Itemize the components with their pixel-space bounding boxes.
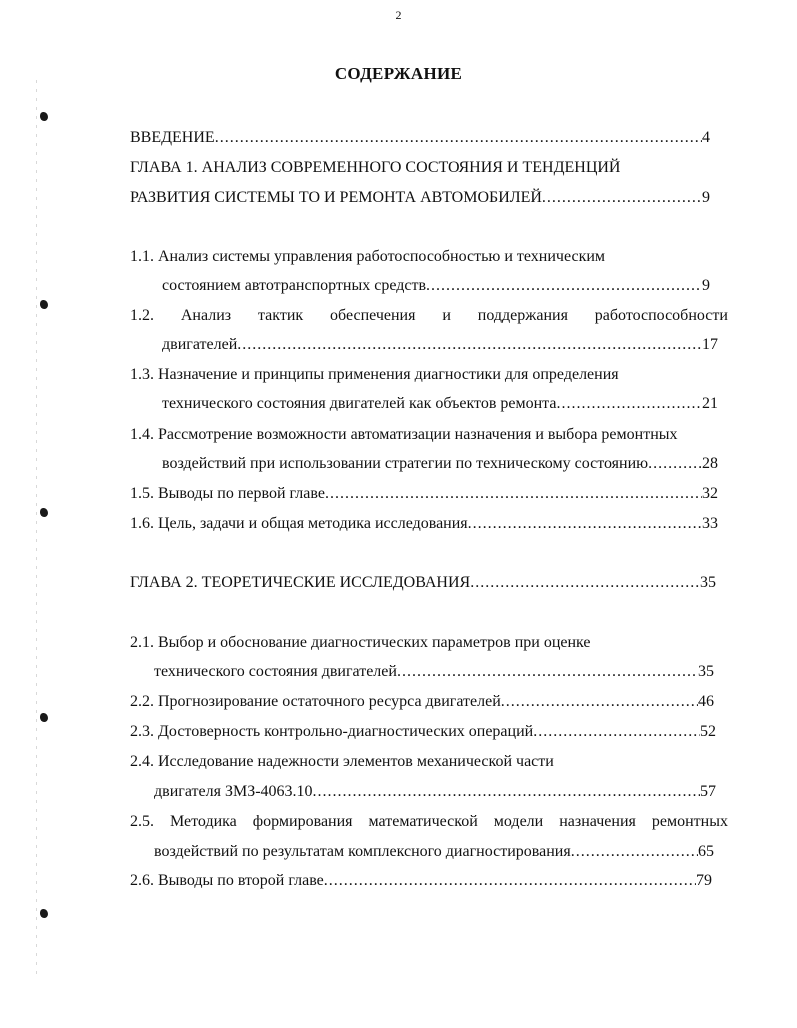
toc-page-number: 9 — [702, 189, 710, 206]
toc-entry-label: 1.5. Выводы по первой главе — [130, 485, 325, 502]
dot-leader — [397, 661, 698, 683]
toc-entry-label: 1.6. Цель, задачи и общая методика исследования — [130, 515, 468, 532]
dot-leader — [237, 334, 702, 356]
toc-word: ремонтных — [651, 813, 728, 830]
dot-leader — [556, 393, 702, 415]
toc-page-number: 46 — [698, 693, 714, 710]
toc-page-number: 79 — [696, 872, 712, 889]
scan-speck — [40, 112, 48, 121]
scan-speck — [40, 300, 48, 309]
toc-entry-label: ГЛАВА 2. ТЕОРЕТИЧЕСКИЕ ИССЛЕДОВАНИЯ — [130, 574, 471, 591]
toc-section-1-2-line-2[interactable] — [162, 334, 718, 356]
toc-word: модели — [493, 813, 544, 830]
scan-speck — [40, 713, 48, 722]
toc-section-2-3[interactable] — [130, 721, 716, 743]
toc-page-number: 57 — [700, 783, 716, 800]
toc-page-number: 17 — [702, 336, 718, 353]
toc-page-number: 35 — [698, 663, 714, 680]
toc-entry-label: технического состояния двигателей — [154, 663, 397, 680]
toc-section-1-1-line-2[interactable] — [162, 275, 710, 297]
toc-page-number: 21 — [702, 395, 718, 412]
toc-section-1-1-line-1[interactable]: 1.1. Анализ системы управления работоспособностью и техническим — [130, 248, 606, 265]
toc-word: математической — [368, 813, 478, 830]
toc-page-number: 33 — [702, 515, 718, 532]
toc-entry-label: РАЗВИТИЯ СИСТЕМЫ ТО И РЕМОНТА АВТОМОБИЛЕЙ — [130, 189, 542, 206]
toc-section-1-3-line-2[interactable] — [162, 393, 718, 415]
toc-entry-label: двигателей — [162, 336, 238, 353]
toc-entry-label: воздействий при использовании стратегии по техническому состоянию — [162, 455, 649, 472]
toc-word: работоспособности — [594, 307, 728, 324]
dot-leader — [215, 127, 702, 149]
toc-word: 2.5. — [130, 813, 154, 830]
toc-entry-label: воздействий по результатам комплексного диагностирования — [154, 843, 571, 860]
toc-entry-label: ВВЕДЕНИЕ — [130, 129, 215, 146]
toc-entry-label: 2.3. Достоверность контрольно-диагностических операций — [130, 723, 534, 740]
toc-section-2-5-line-1[interactable] — [130, 811, 728, 833]
toc-word: Методика — [170, 813, 237, 830]
toc-chapter-1-line-2[interactable] — [130, 187, 710, 209]
toc-page-number: 4 — [702, 129, 710, 146]
toc-entry-intro[interactable] — [130, 127, 710, 149]
toc-word: обеспечения — [330, 307, 416, 324]
toc-word: 1.2. — [130, 307, 154, 324]
toc-section-2-4-line-2[interactable] — [154, 781, 716, 803]
dot-leader — [324, 870, 696, 892]
toc-section-2-1-line-2[interactable] — [154, 661, 714, 683]
scan-speck — [40, 508, 48, 517]
page-number: 2 — [395, 8, 402, 22]
toc-page-number: 52 — [700, 723, 716, 740]
toc-entry-label: 2.6. Выводы по второй главе — [130, 872, 324, 889]
toc-page-number: 9 — [702, 277, 710, 294]
toc-chapter-2[interactable] — [130, 572, 716, 594]
dot-leader — [533, 721, 700, 743]
toc-section-2-4-line-1[interactable]: 2.4. Исследование надежности элементов механической части — [130, 753, 554, 770]
toc-word: поддержания — [477, 307, 568, 324]
dot-leader — [426, 275, 702, 297]
toc-page-number: 65 — [698, 843, 714, 860]
dot-leader — [501, 691, 698, 713]
toc-entry-label: технического состояния двигателей как объектов ремонта — [162, 395, 557, 412]
scan-margin-dots — [36, 80, 37, 980]
toc-section-2-5-line-2[interactable] — [154, 841, 714, 863]
dot-leader — [542, 187, 702, 209]
toc-entry-label: состоянием автотранспортных средств — [162, 277, 427, 294]
dot-leader — [470, 572, 700, 594]
toc-word: назначения — [559, 813, 636, 830]
toc-word: тактик — [257, 307, 304, 324]
toc-section-2-2[interactable] — [130, 691, 714, 713]
dot-leader — [325, 483, 702, 505]
toc-section-2-1-line-1[interactable]: 2.1. Выбор и обоснование диагностических параметров при оценке — [130, 634, 591, 651]
toc-section-1-3-line-1[interactable]: 1.3. Назначение и принципы применения диагностики для определения — [130, 366, 619, 383]
toc-entry-label: двигателя ЗМЗ-4063.10 — [154, 783, 313, 800]
toc-section-1-4-line-2[interactable] — [162, 453, 718, 475]
dot-leader — [571, 841, 698, 863]
dot-leader — [648, 453, 702, 475]
toc-section-1-5[interactable] — [130, 483, 718, 505]
page-title: СОДЕРЖАНИЕ — [334, 64, 463, 83]
dot-leader — [313, 781, 700, 803]
dot-leader — [468, 513, 702, 535]
toc-page-number: 32 — [702, 485, 718, 502]
toc-entry-label: 2.2. Прогнозирование остаточного ресурса двигателей — [130, 693, 501, 710]
toc-page-number: 35 — [700, 574, 716, 591]
toc-section-2-6[interactable] — [130, 870, 712, 892]
toc-word: Анализ — [180, 307, 232, 324]
toc-word: и — [442, 307, 451, 324]
toc-page-number: 28 — [702, 455, 718, 472]
scan-speck — [40, 909, 48, 918]
toc-word: формирования — [252, 813, 353, 830]
toc-section-1-2-line-1[interactable] — [130, 305, 728, 327]
toc-section-1-6[interactable] — [130, 513, 718, 535]
toc-section-1-4-line-1[interactable]: 1.4. Рассмотрение возможности автоматизации назначения и выбора ремонтных — [130, 426, 678, 443]
toc-chapter-1-line-1[interactable]: ГЛАВА 1. АНАЛИЗ СОВРЕМЕННОГО СОСТОЯНИЯ И ТЕНДЕНЦИЙ — [130, 159, 621, 176]
